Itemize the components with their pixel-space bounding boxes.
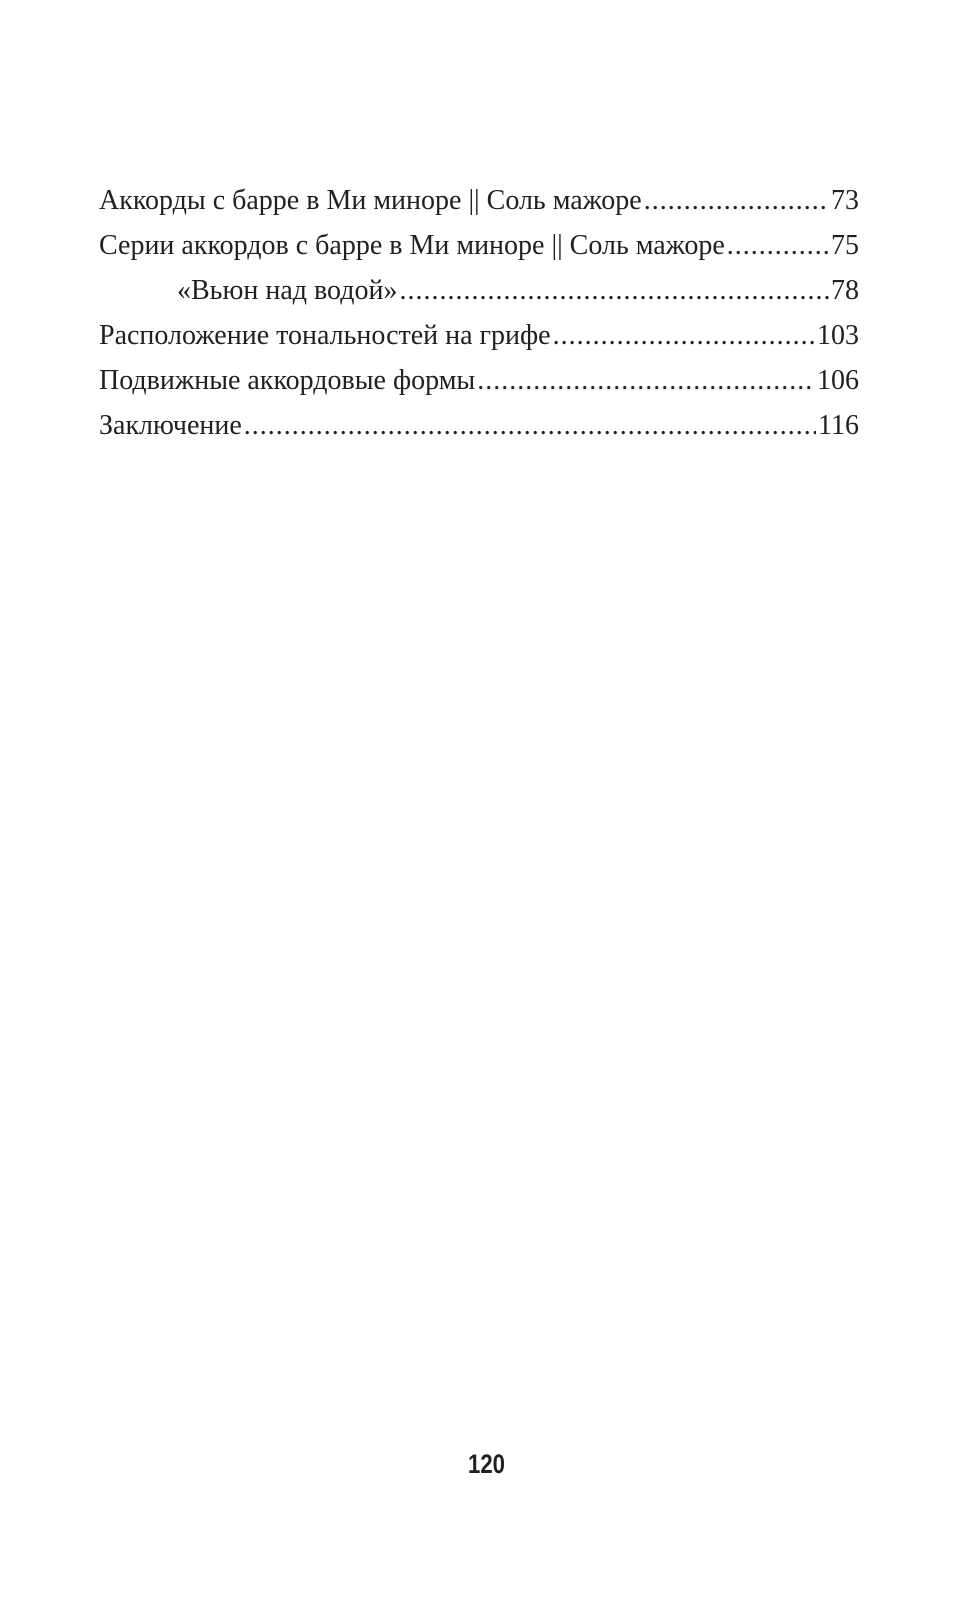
toc-entry (99, 358, 859, 403)
toc-entry-page: 75 (831, 230, 859, 261)
toc-dot-leader (644, 178, 829, 223)
toc-dot-leader (477, 358, 815, 403)
toc-entry-page: 116 (818, 410, 859, 441)
toc-entry-title: Расположение тональностей на грифе (99, 320, 551, 351)
toc-entry-title: Серии аккордов с барре в Ми миноре || Соль мажоре (99, 230, 725, 261)
toc-entry-title: Подвижные аккордовые формы (99, 365, 476, 396)
toc-entry-title: «Вьюн над водой» (177, 275, 398, 306)
toc-dot-leader (399, 268, 829, 313)
toc-dot-leader (553, 313, 815, 358)
table-of-contents (99, 178, 859, 448)
toc-entry (99, 313, 859, 358)
toc-entry (99, 268, 859, 313)
toc-dot-leader (244, 403, 816, 448)
toc-entry-page: 78 (831, 275, 859, 306)
toc-entry-page: 73 (831, 185, 859, 216)
toc-entry-page: 103 (817, 320, 859, 351)
toc-entry (99, 223, 859, 268)
toc-entry (99, 178, 859, 223)
toc-entry (99, 403, 859, 448)
toc-entry-title: Аккорды с барре в Ми миноре || Соль мажоре (99, 185, 642, 216)
toc-dot-leader (727, 223, 829, 268)
toc-entry-title: Заключение (99, 410, 242, 441)
page-number: 120 (468, 1449, 505, 1479)
toc-entry-page: 106 (817, 365, 859, 396)
